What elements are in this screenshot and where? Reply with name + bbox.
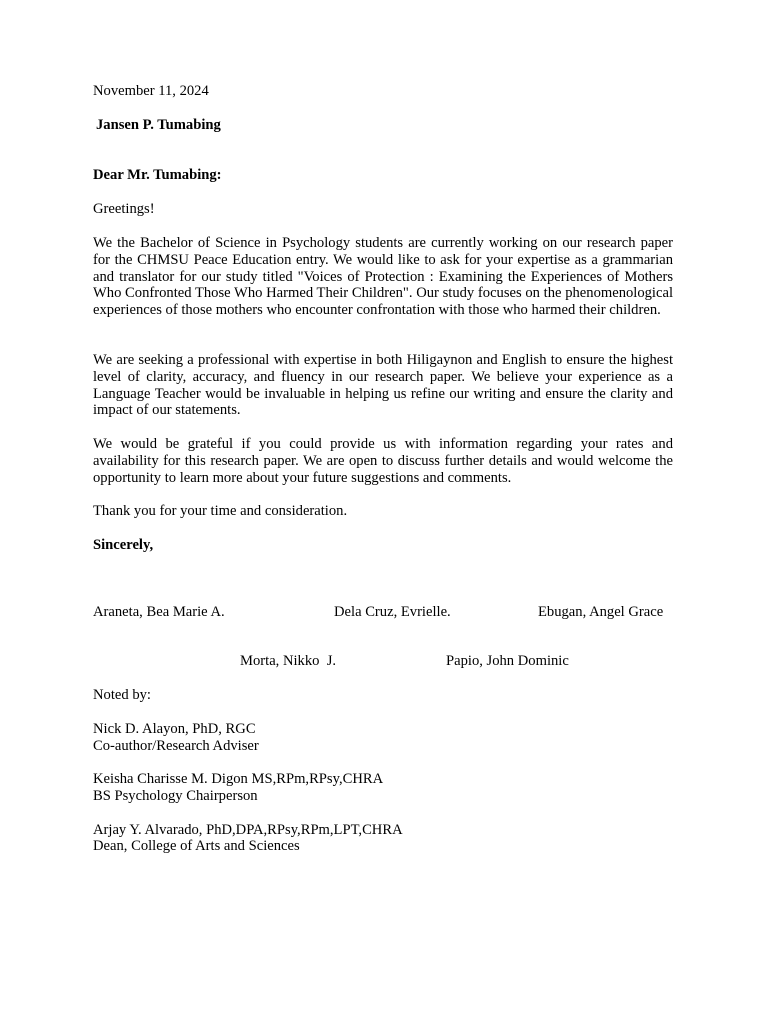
greeting: Greetings!: [93, 201, 155, 217]
body-paragraph-3: We would be grateful if you could provide us with information regarding your rates and availability for this research paper. We are open to discuss further details and would welcome the opportunity to learn more about your future suggestions and comments.: [93, 436, 673, 486]
letter-date: November 11, 2024: [93, 83, 209, 99]
signatory-araneta: Araneta, Bea Marie A.: [93, 604, 225, 620]
noted-by-title-1: Co-author/Research Adviser: [93, 738, 259, 754]
noted-by-name-3: Arjay Y. Alvarado, PhD,DPA,RPsy,RPm,LPT,CHRA: [93, 822, 403, 838]
noted-by-title-3: Dean, College of Arts and Sciences: [93, 838, 300, 854]
salutation: Dear Mr. Tumabing:: [93, 167, 222, 183]
signatory-dela-cruz: Dela Cruz, Evrielle.: [334, 604, 451, 620]
recipient-name: Jansen P. Tumabing: [96, 117, 221, 133]
body-paragraph-1: We the Bachelor of Science in Psychology students are currently working on our research paper for the CHMSU Peace Education entry. We would like to ask for your expertise as a grammarian and translator for our study titled "Voices of Protection : Examining the Experiences of Mothers Who Confronted Those Who Harmed Their Children". Our study focuses on the phenomenological experiences of those mothers who encounter confrontation with those who harmed their children.: [93, 235, 673, 319]
body-paragraph-2: We are seeking a professional with expertise in both Hiligaynon and English to ensure the highest level of clarity, accuracy, and fluency in our research paper. We believe your experience as a Language Teacher would be invaluable in helping us refine our writing and ensure the clarity and impact of our statements.: [93, 352, 673, 419]
signatory-morta: Morta, Nikko J.: [240, 653, 337, 669]
noted-by-name-2: Keisha Charisse M. Digon MS,RPm,RPsy,CHRA: [93, 771, 384, 787]
noted-by-label: Noted by:: [93, 687, 151, 703]
signatory-papio: Papio, John Dominic: [446, 653, 569, 669]
closing: Sincerely,: [93, 537, 154, 553]
noted-by-name-1: Nick D. Alayon, PhD, RGC: [93, 721, 256, 737]
signatory-ebugan: Ebugan, Angel Grace: [538, 604, 664, 620]
noted-by-title-2: BS Psychology Chairperson: [93, 788, 258, 804]
thanks-line: Thank you for your time and consideration.: [93, 503, 348, 519]
